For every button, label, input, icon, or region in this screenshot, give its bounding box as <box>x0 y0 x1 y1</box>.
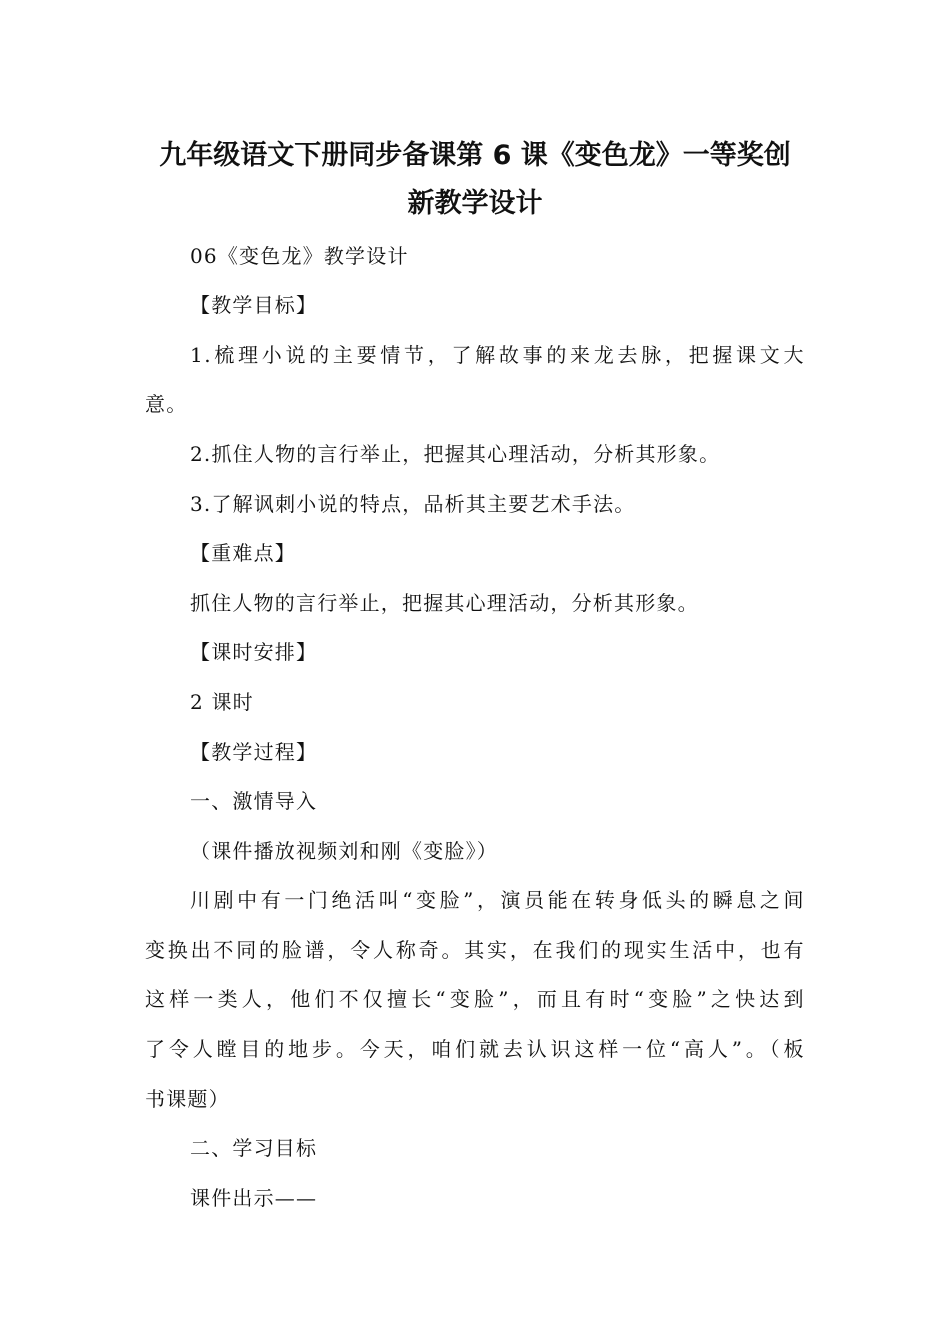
objective-3: 3.了解讽刺小说的特点，品析其主要艺术手法。 <box>190 492 636 516</box>
process-heading: 【教学过程】 <box>190 740 318 764</box>
intro-paragraph-line-5: 书课题） <box>145 1087 230 1111</box>
schedule-text: 2 课时 <box>190 690 254 714</box>
lesson-subtitle: 06《变色龙》教学设计 <box>190 244 409 268</box>
key-points-heading: 【重难点】 <box>190 541 296 565</box>
intro-paragraph-line-2: 变换出不同的脸谱，令人称奇。其实，在我们的现实生活中，也有 <box>145 938 805 962</box>
objectives-heading: 【教学目标】 <box>190 293 318 317</box>
intro-paragraph-line-3: 这样一类人，他们不仅擅长“变脸”，而且有时“变脸”之快达到 <box>145 987 805 1011</box>
intro-paragraph-line-1: 川剧中有一门绝活叫“变脸”，演员能在转身低头的瞬息之间 <box>190 888 805 912</box>
step-2-text: 课件出示—— <box>190 1186 318 1210</box>
objective-1-line-2: 意。 <box>145 392 188 416</box>
step-2-heading: 二、学习目标 <box>190 1136 318 1160</box>
objective-2: 2.抓住人物的言行举止，把握其心理活动，分析其形象。 <box>190 442 721 466</box>
document-title-line1: 九年级语文下册同步备课第 6 课《变色龙》一等奖创 <box>159 140 791 171</box>
objective-1-line-1: 1.梳理小说的主要情节，了解故事的来龙去脉，把握课文大 <box>190 343 805 367</box>
schedule-heading: 【课时安排】 <box>190 640 318 664</box>
intro-paragraph-line-4: 了令人瞠目的地步。今天，咱们就去认识这样一位“高人”。（板 <box>145 1037 805 1061</box>
step-1-note: （课件播放视频刘和刚《变脸》） <box>190 839 498 863</box>
step-1-heading: 一、激情导入 <box>190 789 318 813</box>
document-title-line2: 新教学设计 <box>407 188 543 219</box>
key-points-text: 抓住人物的言行举止，把握其心理活动，分析其形象。 <box>190 591 699 615</box>
